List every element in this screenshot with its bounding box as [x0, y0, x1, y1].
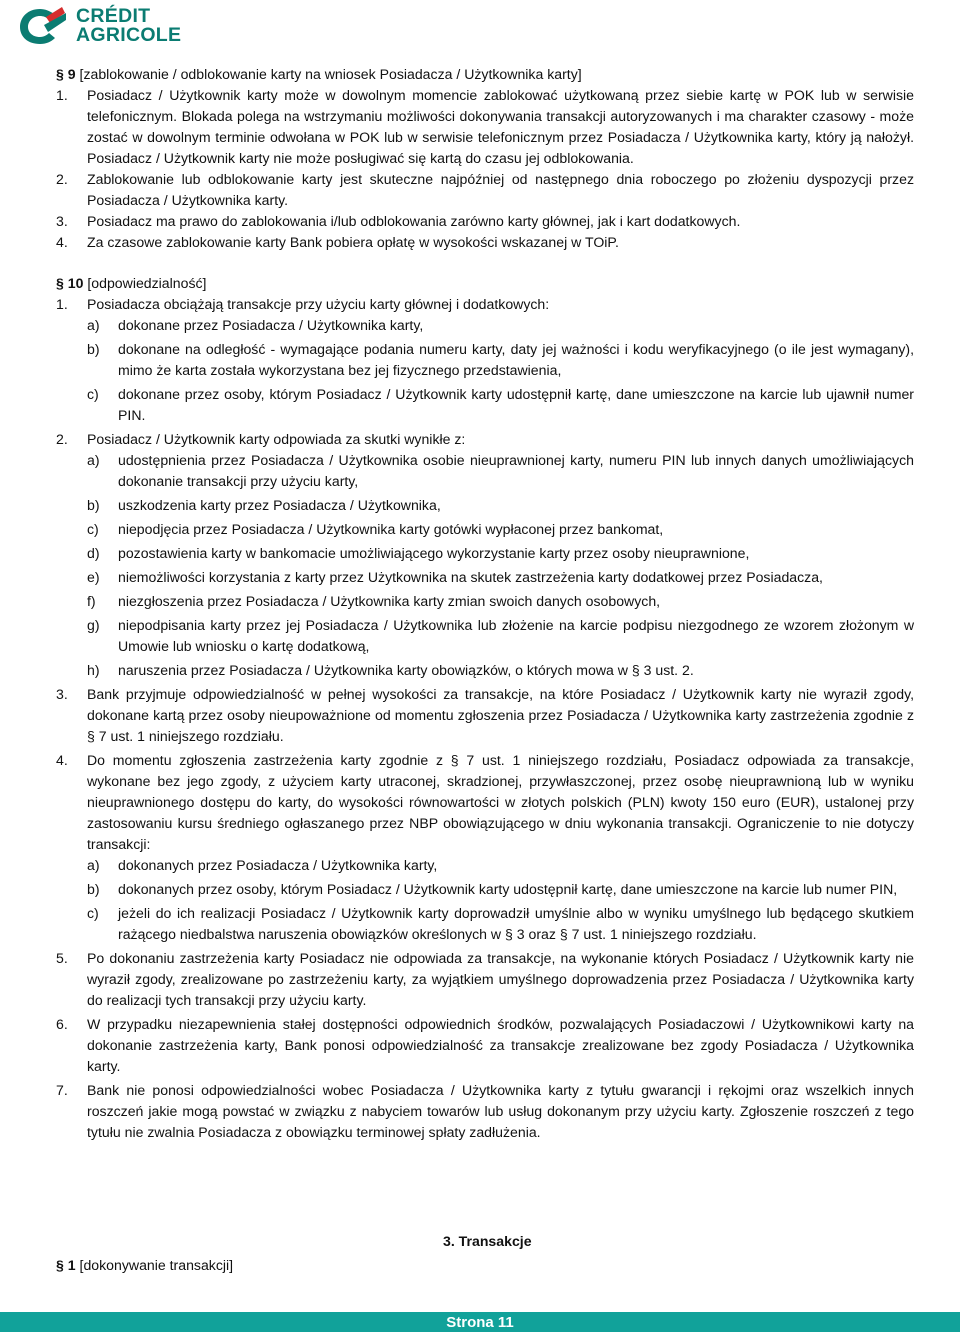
sub-item-letter: f): [87, 593, 96, 609]
sub-item-text: niepodpisania karty przez jej Posiadacza / Użytkownika lub złożenie na karcie podpisu niezgodnego ze wzorem złożonym w Umowie lub wniosku o kartę dodatkową,: [118, 617, 914, 654]
item-text: Zablokowanie lub odblokowanie karty jest skuteczne najpóźniej od następnego dnia roboczego po złożeniu dyspozycji przez Posiadacza / Użytkownika karty.: [87, 171, 914, 208]
sub-item-letter: a): [87, 452, 100, 468]
logo-line-1: CRÉDIT: [76, 5, 151, 27]
item-number: 1.: [56, 87, 68, 103]
logo-line-2: AGRICOLE: [76, 24, 182, 46]
item-number: 2.: [56, 431, 68, 447]
paragraph-sign: §: [56, 66, 64, 82]
item-number: 3.: [56, 686, 68, 702]
list-item: [56, 684, 914, 747]
paragraph-number: 1: [67, 1257, 76, 1273]
sub-item-text: jeżeli do ich realizacji Posiadacz / Użytkownik karty doprowadził umyślnie albo w wyniku umyślnego lub będącego skutkiem rażącego niedbalstwa naruszenia obowiązków określonych w § 3 oraz § 7 ust. 1 niniejszego rozdziału.: [118, 905, 914, 942]
item-text: Posiadacz / Użytkownik karty odpowiada za skutki wynikłe z:: [87, 431, 466, 447]
item-text: Za czasowe zablokowanie karty Bank pobiera opłatę w wysokości wskazanej w TOiP.: [87, 234, 619, 250]
paragraph-number: 9: [67, 66, 76, 82]
page-number: Strona 11: [446, 1314, 514, 1331]
item-text: Posiadacz ma prawo do zablokowania i/lub odblokowania zarówno karty głównej, jak i kart dodatkowych.: [87, 213, 741, 229]
sub-item: [87, 879, 914, 900]
item-number: 7.: [56, 1082, 68, 1098]
sub-item: [87, 615, 914, 657]
list-item: [56, 169, 914, 211]
sub-item-letter: a): [87, 317, 100, 333]
item-number: 1.: [56, 296, 68, 312]
item-text: Posiadacz / Użytkownik karty może w dowolnym momencie zablokować użytkowaną przez siebie kartę w POK lub w serwisie telefonicznym. Blokada polega na wstrzymaniu możliwości dokonywania transakcji autoryzowanych i ma charakter czasowy - może zostać w dowolnym terminie odwołana w POK lub w serwisie telefonicznym przez Posiadacza / Użytkownika karty, który ją nałożył. Posiadacz / Użytkownik karty nie może posługiwać się kartą do czasu jej odblokowania.: [87, 87, 914, 166]
paragraph-number: 10: [67, 275, 84, 291]
sub-item-text: dokonane na odległość - wymagające podania numeru karty, daty jej ważności i kodu weryfikacyjnego (o ile jest wymagany), mimo że karta została wykorzystana bez jej fizycznego przedstawienia,: [118, 341, 914, 378]
sub-item-letter: c): [87, 521, 99, 537]
bank-logo: [16, 4, 181, 48]
section-heading-10: [56, 273, 914, 294]
list-item: [56, 1080, 914, 1143]
sub-item-letter: g): [87, 617, 100, 633]
sub-item: [87, 543, 914, 564]
sub-item-text: udostępnienia przez Posiadacza / Użytkownika osobie nieuprawnionej karty, numeru PIN lub innych danych umożliwiających dokonanie transakcji przy użyciu karty,: [118, 452, 914, 489]
item-number: 4.: [56, 752, 68, 768]
document-page: [56, 64, 914, 1146]
sub-item-letter: c): [87, 386, 99, 402]
sub-item: [87, 339, 914, 381]
section-heading-9: [56, 64, 914, 85]
sub-item-text: pozostawienia karty w bankomacie umożliwiającego wykorzystanie karty przez osoby nieuprawnione,: [118, 545, 750, 561]
list-item: [56, 1014, 914, 1077]
list-item: [56, 948, 914, 1011]
section-title: [zablokowanie / odblokowanie karty na wniosek Posiadacza / Użytkownika karty]: [79, 66, 582, 82]
sub-item-text: niepodjęcia przez Posiadacza / Użytkownika karty gotówki wypłaconej przez bankomat,: [118, 521, 664, 537]
item-number: 5.: [56, 950, 68, 966]
paragraph-sign: §: [56, 1257, 64, 1273]
sub-item: [87, 591, 914, 612]
sub-item: [87, 903, 914, 945]
sub-item-letter: e): [87, 569, 100, 585]
sub-item-text: niezgłoszenia przez Posiadacza / Użytkownika karty zmian swoich danych osobowych,: [118, 593, 661, 609]
list-item: [56, 429, 914, 450]
item-number: 4.: [56, 234, 68, 250]
list-item: [56, 294, 914, 315]
item-text: W przypadku niezapewnienia stałej dostępności odpowiednich środków, pozwalających Posiadaczowi / Użytkownikowi karty na dokonanie zastrzeżenia karty, Bank ponosi odpowiedzialność za transakcje zrealizowane bez zgody Posiadacza / Użytkownika karty.: [87, 1016, 914, 1074]
sub-item-letter: c): [87, 905, 99, 921]
page-footer: [0, 1312, 960, 1332]
list-item: [56, 211, 914, 232]
item-number: 3.: [56, 213, 68, 229]
list-item: [56, 232, 914, 253]
sub-item-text: dokonane przez osoby, którym Posiadacz / Użytkownik karty udostępnił kartę, dane umieszczone na karcie lub ujawnił numer PIN.: [118, 386, 914, 423]
sub-item-text: dokonanych przez osoby, którym Posiadacz / Użytkownik karty udostępnił kartę, dane umieszczone na karcie lub numer PIN,: [118, 881, 898, 897]
item-text: Do momentu zgłoszenia zastrzeżenia karty zgodnie z § 7 ust. 1 niniejszego rozdziału, Posiadacz odpowiada za transakcje, wykonane bez jego zgody, z użyciem karty utraconej, skradzionej, przywłaszczonej, przez osobę nieuprawnioną lub w wyniku nieuprawnionego dostępu do karty, do wysokości równowartości w złotych polskich (PLN) kwoty 150 euro (EUR), ustalonej przy zastosowaniu kursu średniego ogłaszanego przez NBP obowiązującego w dniu wykonania transakcji. Ograniczenie to nie dotyczy transakcji:: [87, 752, 914, 852]
sub-item-text: dokonanych przez Posiadacza / Użytkownika karty,: [118, 857, 438, 873]
sub-item: [87, 660, 914, 681]
sub-item-letter: b): [87, 497, 100, 513]
list-item: [56, 85, 914, 169]
sub-item-letter: d): [87, 545, 100, 561]
item-text: Posiadacza obciążają transakcje przy użyciu karty głównej i dodatkowych:: [87, 296, 550, 312]
sub-item: [87, 315, 914, 336]
sub-item-letter: b): [87, 881, 100, 897]
sub-item: [87, 519, 914, 540]
sub-item: [87, 450, 914, 492]
sub-item: [87, 495, 914, 516]
credit-agricole-emblem-icon: [16, 5, 68, 47]
item-text: Bank przyjmuje odpowiedzialność w pełnej wysokości za transakcje, na które Posiadacz / Użytkownik karty nie wyraził zgody, dokonane kartą przez osoby nieupoważnione od momentu zgłoszenia przez Posiadacza / Użytkownika karty zastrzeżenia zgodnie z § 7 ust. 1 niniejszego rozdziału.: [87, 686, 914, 744]
sub-item-letter: a): [87, 857, 100, 873]
list-item: [56, 750, 914, 855]
section-title: [dokonywanie transakcji]: [79, 1257, 234, 1273]
item-number: 2.: [56, 171, 68, 187]
sub-item-letter: h): [87, 662, 100, 678]
sub-item: [87, 855, 914, 876]
sub-item-text: dokonane przez Posiadacza / Użytkownika karty,: [118, 317, 424, 333]
paragraph-sign: §: [56, 275, 64, 291]
chapter-title: 3. Transakcje: [443, 1233, 532, 1249]
sub-item: [87, 567, 914, 588]
sub-item-text: niemożliwości korzystania z karty przez Użytkownika na skutek zastrzeżenia karty dodatkowej przez Posiadacza,: [118, 569, 823, 585]
sub-item-text: uszkodzenia karty przez Posiadacza / Użytkownika,: [118, 497, 441, 513]
sub-item-letter: b): [87, 341, 100, 357]
sub-item: [87, 384, 914, 426]
section-heading-1: [56, 1255, 233, 1276]
section-title: [odpowiedzialność]: [87, 275, 207, 291]
sub-item-text: naruszenia przez Posiadacza / Użytkownika karty obowiązków, o których mowa w § 3 ust. 2.: [118, 662, 694, 678]
item-number: 6.: [56, 1016, 68, 1032]
item-text: Po dokonaniu zastrzeżenia karty Posiadacz nie odpowiada za transakcje, na wykonanie których Posiadacz / Użytkownik karty nie wyraził zgody, zrealizowane po zastrzeżeniu karty, za wyjątkiem umyślnego doprowadzenia przez Posiadacza / Użytkownika karty do realizacji tych transakcji przy użyciu karty.: [87, 950, 914, 1008]
item-text: Bank nie ponosi odpowiedzialności wobec Posiadacza / Użytkownika karty z tytułu gwarancji i rękojmi oraz wszelkich innych roszczeń jakie mogą powstać w związku z nabyciem towarów lub usług dokonanym przy użyciu karty. Zgłoszenie roszczeń z tego tytułu nie zwalnia Posiadacza z obowiązku terminowej spłaty zadłużenia.: [87, 1082, 914, 1140]
